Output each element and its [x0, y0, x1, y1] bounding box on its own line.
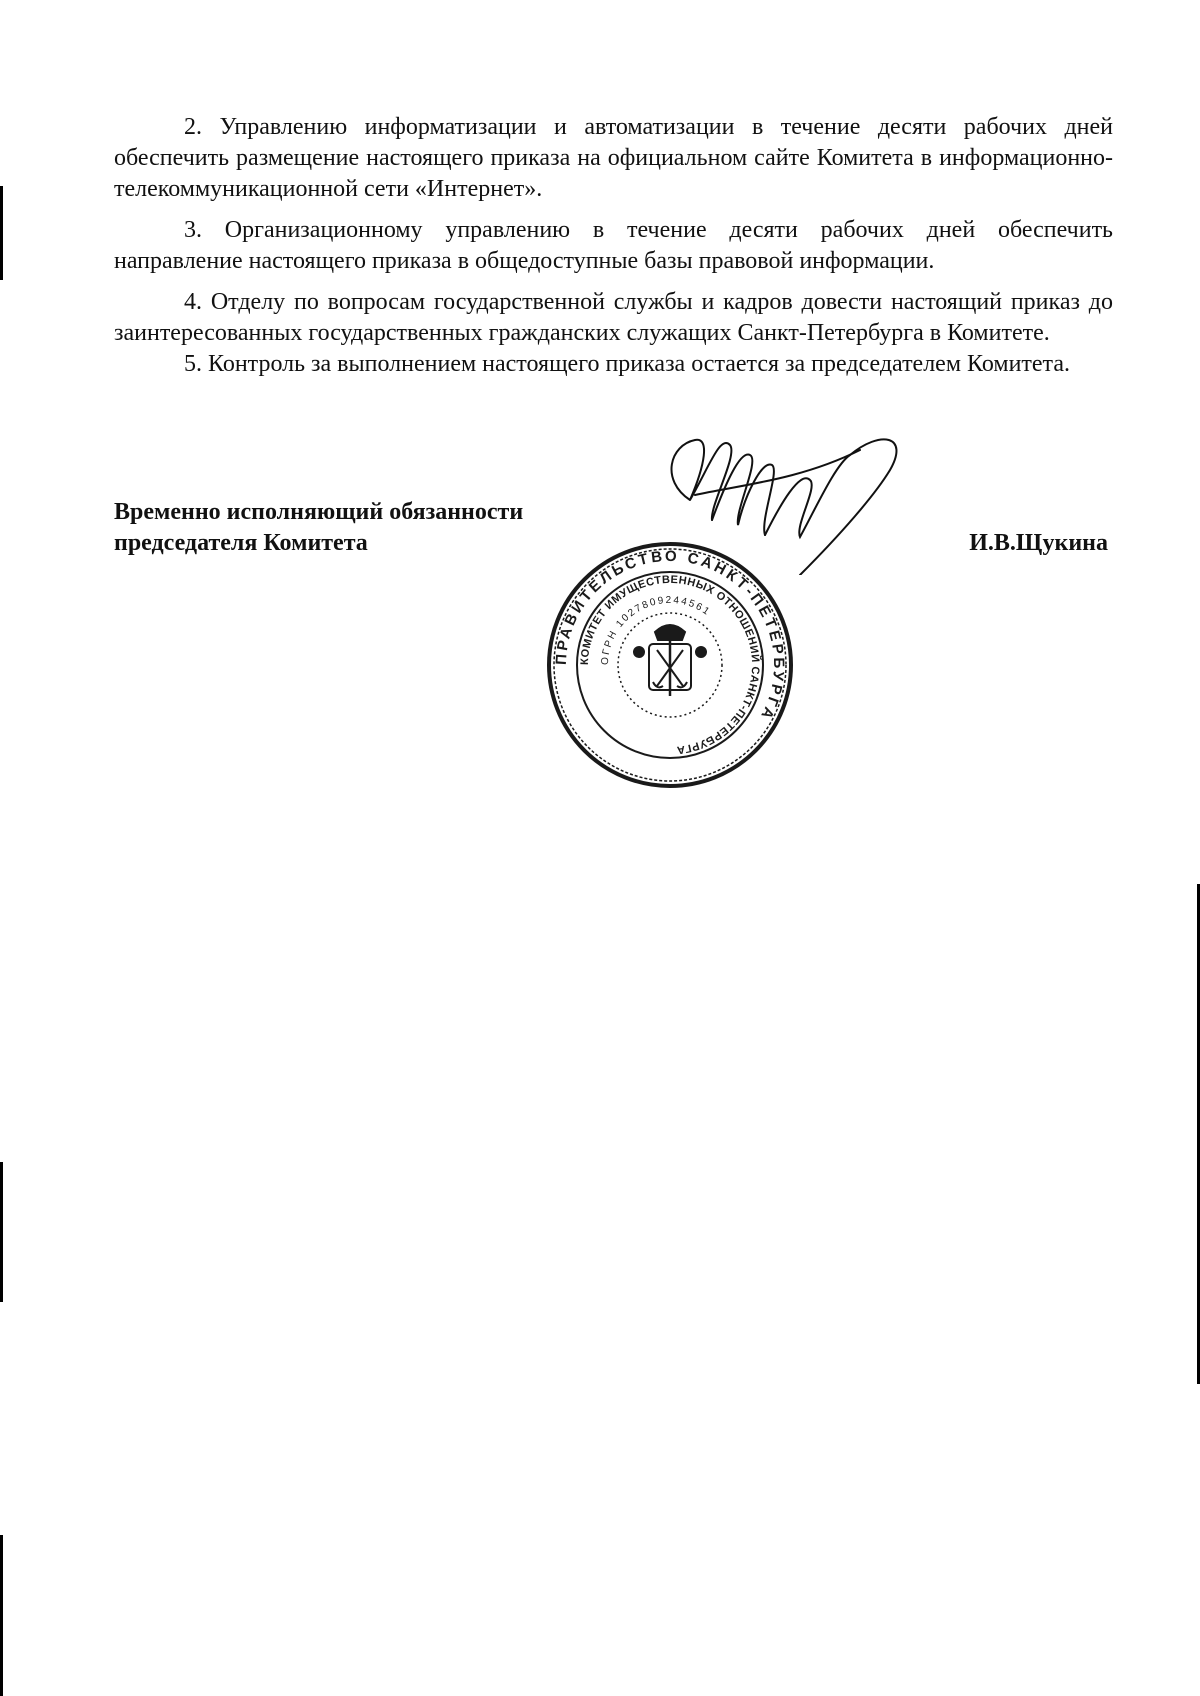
saint-petersburg-coat-of-arms-icon — [634, 625, 706, 696]
signatory-title-line1: Временно исполняющий обязанности — [114, 499, 524, 525]
order-body — [114, 112, 1113, 390]
scan-edge-mark — [0, 1535, 3, 1696]
seal-ogrn-text: ОГРН 1027809244561 — [599, 594, 713, 666]
official-seal-icon — [545, 540, 795, 790]
signatory-name: И.В.Щукина — [969, 530, 1108, 556]
scan-edge-mark — [0, 1162, 3, 1302]
paragraph-2: 2. Управлению информатизации и автоматизации в течение десяти рабочих дней обеспечить размещение настоящего приказа на официальном сайте Комитета в информационно-телекоммуникационной сети «Интернет». — [114, 114, 1113, 202]
paragraph-4: 4. Отделу по вопросам государственной службы и кадров довести настоящий приказ до заинтересованных государственных гражданских служащих Санкт-Петербурга в Комитете. — [114, 289, 1113, 346]
signatory-title-line2: председателя Комитета — [114, 530, 368, 556]
scan-edge-mark — [0, 186, 3, 280]
paragraph-5: 5. Контроль за выполнением настоящего приказа остается за председателем Комитета. — [184, 351, 1070, 377]
seal-inner-text: КОМИТЕТ ИМУЩЕСТВЕННЫХ ОТНОШЕНИЙ САНКТ-ПЕТЕРБУРГА — [578, 573, 762, 756]
handwritten-signature-icon — [650, 425, 930, 575]
seal-outer-text: ПРАВИТЕЛЬСТВО САНКТ-ПЕТЕРБУРГА — [552, 547, 788, 725]
paragraph-3: 3. Организационному управлению в течение десяти рабочих дней обеспечить направление настоящего приказа в общедоступные базы правовой информации. — [114, 217, 1113, 274]
